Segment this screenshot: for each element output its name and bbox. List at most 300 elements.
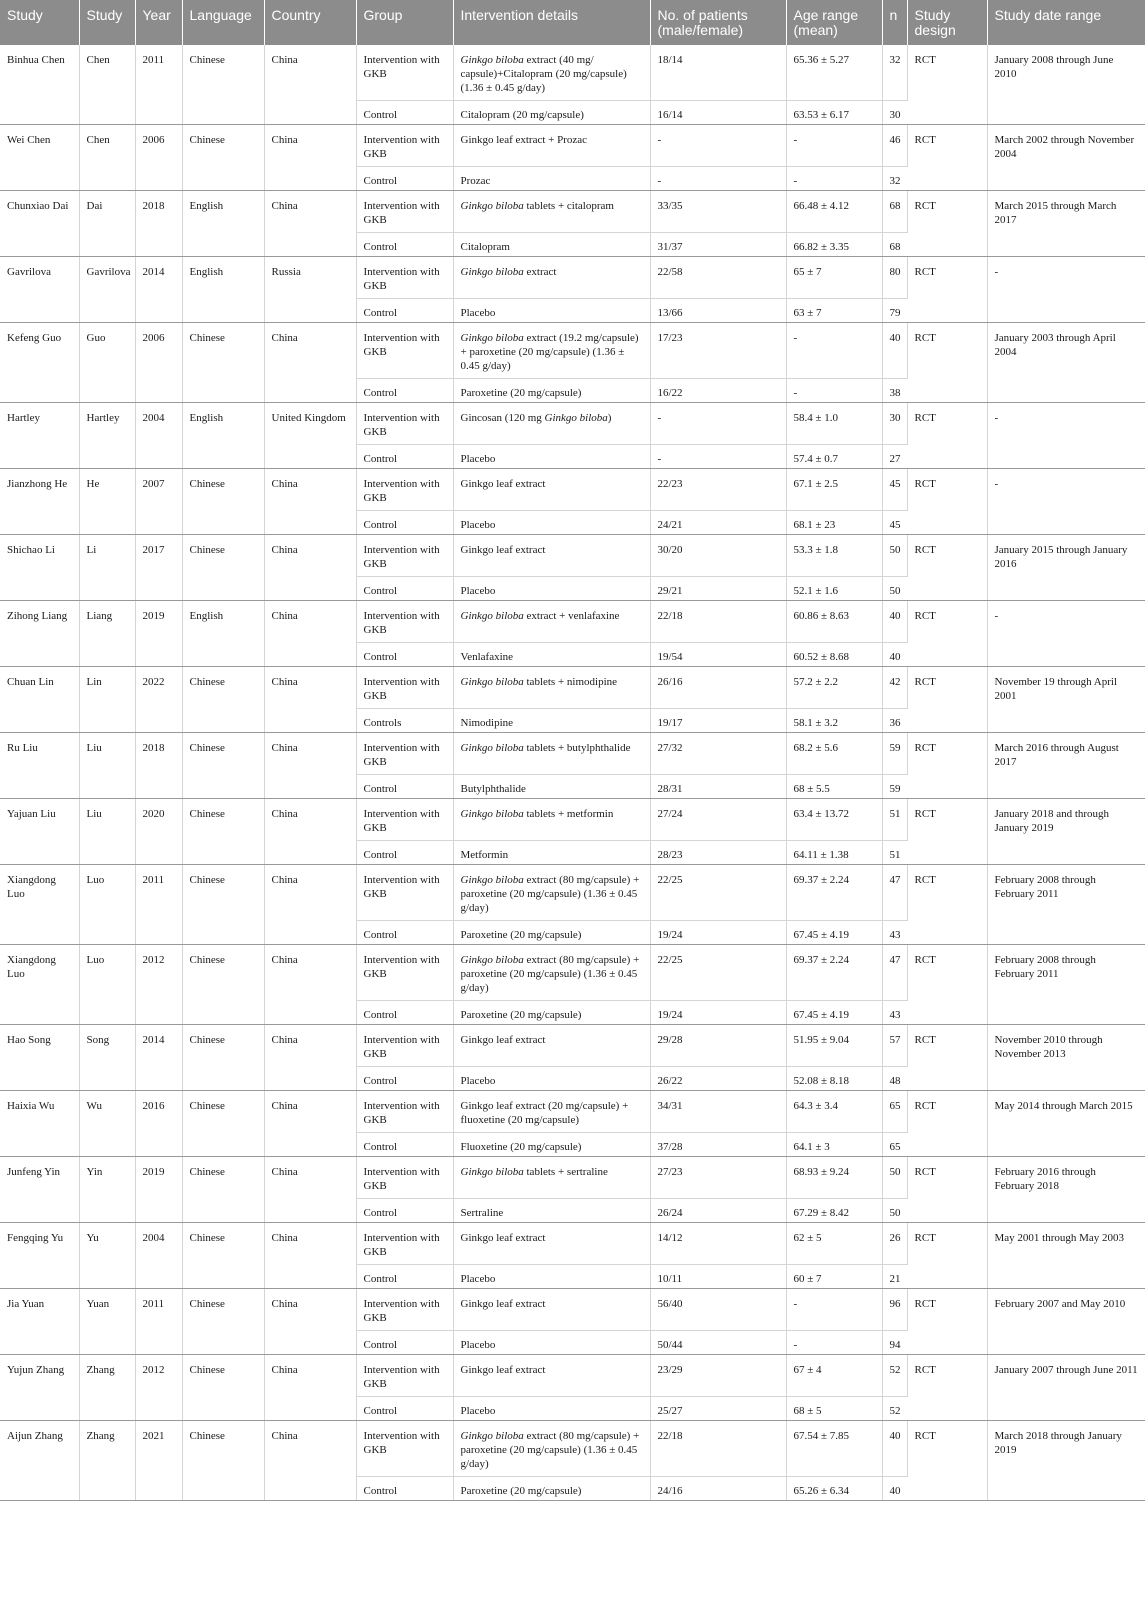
cell-n: 46 bbox=[882, 125, 907, 167]
cell-control-details bbox=[453, 299, 650, 323]
detail-text: Nimodipine bbox=[460, 717, 514, 729]
cell-date-range: March 2002 through November 2004 bbox=[987, 125, 1145, 191]
table-row bbox=[0, 945, 1145, 1001]
cell-group: Intervention with GKB bbox=[356, 945, 453, 1001]
cell-country: China bbox=[264, 1157, 356, 1223]
col-header-date-range: Study date range bbox=[987, 0, 1145, 45]
cell-age: - bbox=[786, 167, 882, 191]
cell-age: 65 ± 7 bbox=[786, 257, 882, 299]
cell-n: 45 bbox=[882, 511, 907, 535]
cell-patients: 22/25 bbox=[650, 945, 786, 1001]
cell-study-short: He bbox=[79, 469, 135, 535]
cell-group: Intervention with GKB bbox=[356, 601, 453, 643]
cell-age: 57.4 ± 0.7 bbox=[786, 445, 882, 469]
detail-text-italic: Ginkgo biloba bbox=[460, 808, 524, 820]
header-row bbox=[0, 0, 1145, 45]
cell-year: 2019 bbox=[135, 1157, 182, 1223]
cell-group: Control bbox=[356, 841, 453, 865]
cell-language: English bbox=[182, 601, 264, 667]
cell-control-details bbox=[453, 1199, 650, 1223]
cell-study-short: Chen bbox=[79, 125, 135, 191]
cell-year: 2007 bbox=[135, 469, 182, 535]
cell-group: Intervention with GKB bbox=[356, 1223, 453, 1265]
cell-patients: 50/44 bbox=[650, 1331, 786, 1355]
cell-group: Intervention with GKB bbox=[356, 257, 453, 299]
detail-text: Ginkgo leaf extract bbox=[460, 478, 546, 490]
cell-patients: 16/14 bbox=[650, 101, 786, 125]
table-row bbox=[0, 1091, 1145, 1133]
cell-patients: 19/17 bbox=[650, 709, 786, 733]
cell-design: RCT bbox=[907, 1355, 987, 1421]
cell-intervention-details bbox=[453, 469, 650, 511]
cell-study-short: Wu bbox=[79, 1091, 135, 1157]
cell-patients: 29/21 bbox=[650, 577, 786, 601]
col-header-group: Group bbox=[356, 0, 453, 45]
cell-n: 50 bbox=[882, 1157, 907, 1199]
cell-year: 2016 bbox=[135, 1091, 182, 1157]
cell-group: Control bbox=[356, 445, 453, 469]
cell-date-range: November 19 through April 2001 bbox=[987, 667, 1145, 733]
table-row bbox=[0, 601, 1145, 643]
table-row bbox=[0, 733, 1145, 775]
cell-country: China bbox=[264, 601, 356, 667]
cell-study-short: Song bbox=[79, 1025, 135, 1091]
cell-patients: 17/23 bbox=[650, 323, 786, 379]
detail-text: Placebo bbox=[460, 1339, 496, 1351]
cell-n: 30 bbox=[882, 403, 907, 445]
cell-age: 62 ± 5 bbox=[786, 1223, 882, 1265]
cell-group: Intervention with GKB bbox=[356, 1289, 453, 1331]
cell-language: Chinese bbox=[182, 323, 264, 403]
cell-patients: - bbox=[650, 167, 786, 191]
detail-text: Placebo bbox=[460, 519, 496, 531]
cell-age: 52.08 ± 8.18 bbox=[786, 1067, 882, 1091]
cell-n: 51 bbox=[882, 841, 907, 865]
col-header-study-short: Study bbox=[79, 0, 135, 45]
cell-age: 58.1 ± 3.2 bbox=[786, 709, 882, 733]
cell-group: Control bbox=[356, 101, 453, 125]
cell-control-details bbox=[453, 511, 650, 535]
cell-study-short: Yu bbox=[79, 1223, 135, 1289]
detail-text-italic: Ginkgo biloba bbox=[460, 676, 524, 688]
cell-n: 65 bbox=[882, 1091, 907, 1133]
cell-design: RCT bbox=[907, 125, 987, 191]
cell-patients: 31/37 bbox=[650, 233, 786, 257]
cell-age: - bbox=[786, 1331, 882, 1355]
detail-text-italic: Ginkgo biloba bbox=[460, 874, 524, 886]
cell-group: Control bbox=[356, 1133, 453, 1157]
detail-text-italic: Ginkgo biloba bbox=[460, 742, 524, 754]
table-header bbox=[0, 0, 1145, 45]
cell-language: Chinese bbox=[182, 799, 264, 865]
detail-text: Placebo bbox=[460, 453, 496, 465]
detail-text: Placebo bbox=[460, 1075, 496, 1087]
cell-n: 40 bbox=[882, 601, 907, 643]
cell-age: 60.52 ± 8.68 bbox=[786, 643, 882, 667]
cell-patients: 23/29 bbox=[650, 1355, 786, 1397]
cell-control-details bbox=[453, 1477, 650, 1501]
cell-group: Control bbox=[356, 1397, 453, 1421]
cell-date-range: February 2008 through February 2011 bbox=[987, 865, 1145, 945]
cell-study-full: Gavrilova bbox=[0, 257, 79, 323]
cell-patients: 19/24 bbox=[650, 1001, 786, 1025]
cell-n: 40 bbox=[882, 1421, 907, 1477]
cell-design: RCT bbox=[907, 535, 987, 601]
cell-design: RCT bbox=[907, 1421, 987, 1501]
detail-text: Butylphthalide bbox=[460, 783, 526, 795]
cell-group: Control bbox=[356, 1331, 453, 1355]
cell-group: Intervention with GKB bbox=[356, 403, 453, 445]
detail-text: Prozac bbox=[460, 175, 491, 187]
cell-patients: 25/27 bbox=[650, 1397, 786, 1421]
cell-group: Control bbox=[356, 1265, 453, 1289]
cell-n: 45 bbox=[882, 469, 907, 511]
cell-patients: 22/18 bbox=[650, 1421, 786, 1477]
cell-study-full: Xiangdong Luo bbox=[0, 865, 79, 945]
cell-intervention-details bbox=[453, 945, 650, 1001]
cell-year: 2017 bbox=[135, 535, 182, 601]
cell-study-full: Zihong Liang bbox=[0, 601, 79, 667]
cell-country: China bbox=[264, 45, 356, 125]
cell-language: Chinese bbox=[182, 1355, 264, 1421]
cell-year: 2004 bbox=[135, 1223, 182, 1289]
detail-text: Ginkgo leaf extract + Prozac bbox=[460, 134, 588, 146]
cell-n: 47 bbox=[882, 945, 907, 1001]
cell-design: RCT bbox=[907, 601, 987, 667]
cell-age: 68.93 ± 9.24 bbox=[786, 1157, 882, 1199]
detail-text: Placebo bbox=[460, 1405, 496, 1417]
cell-year: 2014 bbox=[135, 1025, 182, 1091]
cell-age: 67.1 ± 2.5 bbox=[786, 469, 882, 511]
cell-n: 43 bbox=[882, 1001, 907, 1025]
cell-age: 64.11 ± 1.38 bbox=[786, 841, 882, 865]
detail-text: Metformin bbox=[460, 849, 509, 861]
cell-group: Intervention with GKB bbox=[356, 469, 453, 511]
cell-age: - bbox=[786, 323, 882, 379]
cell-design: RCT bbox=[907, 45, 987, 125]
cell-group: Intervention with GKB bbox=[356, 865, 453, 921]
cell-n: 21 bbox=[882, 1265, 907, 1289]
cell-intervention-details bbox=[453, 601, 650, 643]
cell-date-range: November 2010 through November 2013 bbox=[987, 1025, 1145, 1091]
detail-text: Paroxetine (20 mg/capsule) bbox=[460, 387, 582, 399]
cell-date-range: March 2016 through August 2017 bbox=[987, 733, 1145, 799]
detail-text: tablets + sertraline bbox=[523, 1166, 608, 1178]
detail-text: Placebo bbox=[460, 307, 496, 319]
cell-age: 63 ± 7 bbox=[786, 299, 882, 323]
cell-study-short: Luo bbox=[79, 865, 135, 945]
table-row bbox=[0, 323, 1145, 379]
table-row bbox=[0, 257, 1145, 299]
cell-age: 64.1 ± 3 bbox=[786, 1133, 882, 1157]
cell-intervention-details bbox=[453, 1421, 650, 1477]
cell-country: China bbox=[264, 469, 356, 535]
col-header-n: n bbox=[882, 0, 907, 45]
cell-date-range: - bbox=[987, 469, 1145, 535]
cell-patients: - bbox=[650, 403, 786, 445]
cell-age: 53.3 ± 1.8 bbox=[786, 535, 882, 577]
detail-text: Fluoxetine (20 mg/capsule) bbox=[460, 1141, 582, 1153]
cell-control-details bbox=[453, 709, 650, 733]
cell-age: - bbox=[786, 125, 882, 167]
cell-intervention-details bbox=[453, 257, 650, 299]
cell-control-details bbox=[453, 1133, 650, 1157]
cell-n: 50 bbox=[882, 577, 907, 601]
cell-study-short: Liu bbox=[79, 799, 135, 865]
cell-year: 2018 bbox=[135, 733, 182, 799]
cell-group: Control bbox=[356, 233, 453, 257]
cell-group: Control bbox=[356, 299, 453, 323]
col-header-age: Age range (mean) bbox=[786, 0, 882, 45]
cell-control-details bbox=[453, 1001, 650, 1025]
cell-age: 64.3 ± 3.4 bbox=[786, 1091, 882, 1133]
table-row bbox=[0, 1355, 1145, 1397]
cell-study-full: Junfeng Yin bbox=[0, 1157, 79, 1223]
cell-language: Chinese bbox=[182, 1421, 264, 1501]
cell-country: China bbox=[264, 1421, 356, 1501]
cell-n: 59 bbox=[882, 775, 907, 799]
table-row bbox=[0, 191, 1145, 233]
cell-group: Intervention with GKB bbox=[356, 323, 453, 379]
cell-intervention-details bbox=[453, 1289, 650, 1331]
cell-group: Intervention with GKB bbox=[356, 667, 453, 709]
detail-text: Ginkgo leaf extract bbox=[460, 1364, 546, 1376]
detail-text: Gincosan (120 mg bbox=[460, 412, 545, 424]
cell-date-range: January 2018 and through January 2019 bbox=[987, 799, 1145, 865]
cell-intervention-details bbox=[453, 799, 650, 841]
detail-text: Venlafaxine bbox=[460, 651, 514, 663]
cell-patients: 29/28 bbox=[650, 1025, 786, 1067]
cell-language: English bbox=[182, 403, 264, 469]
cell-country: China bbox=[264, 323, 356, 403]
cell-n: 79 bbox=[882, 299, 907, 323]
cell-patients: - bbox=[650, 125, 786, 167]
cell-country: China bbox=[264, 1355, 356, 1421]
cell-group: Intervention with GKB bbox=[356, 125, 453, 167]
cell-age: 52.1 ± 1.6 bbox=[786, 577, 882, 601]
cell-design: RCT bbox=[907, 1091, 987, 1157]
cell-study-short: Li bbox=[79, 535, 135, 601]
cell-year: 2018 bbox=[135, 191, 182, 257]
table-row bbox=[0, 125, 1145, 167]
detail-text: tablets + citalopram bbox=[523, 200, 614, 212]
cell-date-range: February 2008 through February 2011 bbox=[987, 945, 1145, 1025]
cell-age: - bbox=[786, 1289, 882, 1331]
cell-control-details bbox=[453, 1265, 650, 1289]
cell-design: RCT bbox=[907, 257, 987, 323]
cell-group: Control bbox=[356, 775, 453, 799]
cell-n: 51 bbox=[882, 799, 907, 841]
cell-study-short: Yuan bbox=[79, 1289, 135, 1355]
cell-date-range: - bbox=[987, 403, 1145, 469]
cell-intervention-details bbox=[453, 535, 650, 577]
detail-text: tablets + nimodipine bbox=[523, 676, 618, 688]
cell-study-full: Hartley bbox=[0, 403, 79, 469]
cell-age: - bbox=[786, 379, 882, 403]
cell-date-range: February 2016 through February 2018 bbox=[987, 1157, 1145, 1223]
table-row bbox=[0, 1157, 1145, 1199]
col-header-study-full: Study bbox=[0, 0, 79, 45]
cell-control-details bbox=[453, 1397, 650, 1421]
detail-text-italic: Ginkgo biloba bbox=[460, 1430, 524, 1442]
cell-patients: 22/25 bbox=[650, 865, 786, 921]
col-header-language: Language bbox=[182, 0, 264, 45]
cell-year: 2012 bbox=[135, 945, 182, 1025]
table-row bbox=[0, 1223, 1145, 1265]
cell-study-full: Yujun Zhang bbox=[0, 1355, 79, 1421]
cell-date-range: - bbox=[987, 601, 1145, 667]
cell-study-full: Xiangdong Luo bbox=[0, 945, 79, 1025]
detail-text: tablets + metformin bbox=[523, 808, 614, 820]
cell-n: 50 bbox=[882, 1199, 907, 1223]
cell-patients: 19/54 bbox=[650, 643, 786, 667]
cell-control-details bbox=[453, 101, 650, 125]
cell-group: Control bbox=[356, 379, 453, 403]
cell-group: Control bbox=[356, 1067, 453, 1091]
cell-group: Intervention with GKB bbox=[356, 1355, 453, 1397]
detail-text-italic: Ginkgo biloba bbox=[460, 1166, 524, 1178]
cell-n: 40 bbox=[882, 1477, 907, 1501]
table-row bbox=[0, 1289, 1145, 1331]
cell-n: 59 bbox=[882, 733, 907, 775]
cell-age: 68 ± 5.5 bbox=[786, 775, 882, 799]
cell-study-full: Jia Yuan bbox=[0, 1289, 79, 1355]
cell-patients: - bbox=[650, 445, 786, 469]
cell-group: Intervention with GKB bbox=[356, 1025, 453, 1067]
cell-age: 68.2 ± 5.6 bbox=[786, 733, 882, 775]
table-row bbox=[0, 1421, 1145, 1477]
cell-language: Chinese bbox=[182, 667, 264, 733]
cell-design: RCT bbox=[907, 799, 987, 865]
table-row bbox=[0, 799, 1145, 841]
detail-text: Ginkgo leaf extract bbox=[460, 544, 546, 556]
detail-text: Paroxetine (20 mg/capsule) bbox=[460, 1009, 582, 1021]
cell-language: Chinese bbox=[182, 469, 264, 535]
cell-n: 42 bbox=[882, 667, 907, 709]
cell-group: Intervention with GKB bbox=[356, 799, 453, 841]
cell-intervention-details bbox=[453, 125, 650, 167]
cell-age: 51.95 ± 9.04 bbox=[786, 1025, 882, 1067]
cell-age: 67.45 ± 4.19 bbox=[786, 1001, 882, 1025]
cell-language: Chinese bbox=[182, 865, 264, 945]
cell-patients: 33/35 bbox=[650, 191, 786, 233]
detail-text: Ginkgo leaf extract bbox=[460, 1298, 546, 1310]
col-header-design: Study design bbox=[907, 0, 987, 45]
cell-n: 26 bbox=[882, 1223, 907, 1265]
table-row bbox=[0, 865, 1145, 921]
cell-country: China bbox=[264, 865, 356, 945]
cell-study-short: Hartley bbox=[79, 403, 135, 469]
cell-control-details bbox=[453, 841, 650, 865]
cell-study-short: Gavrilova bbox=[79, 257, 135, 323]
cell-n: 38 bbox=[882, 379, 907, 403]
col-header-patients: No. of patients (male/female) bbox=[650, 0, 786, 45]
table-row bbox=[0, 45, 1145, 101]
cell-date-range: March 2015 through March 2017 bbox=[987, 191, 1145, 257]
cell-country: China bbox=[264, 945, 356, 1025]
cell-language: Chinese bbox=[182, 1025, 264, 1091]
detail-text-italic: Ginkgo biloba bbox=[460, 332, 524, 344]
cell-study-full: Aijun Zhang bbox=[0, 1421, 79, 1501]
cell-language: Chinese bbox=[182, 1091, 264, 1157]
cell-n: 48 bbox=[882, 1067, 907, 1091]
cell-country: China bbox=[264, 799, 356, 865]
cell-group: Intervention with GKB bbox=[356, 1091, 453, 1133]
cell-control-details bbox=[453, 921, 650, 945]
cell-group: Intervention with GKB bbox=[356, 1157, 453, 1199]
table-row bbox=[0, 1025, 1145, 1067]
cell-year: 2020 bbox=[135, 799, 182, 865]
cell-language: Chinese bbox=[182, 1157, 264, 1223]
cell-control-details bbox=[453, 775, 650, 799]
cell-year: 2011 bbox=[135, 1289, 182, 1355]
cell-design: RCT bbox=[907, 945, 987, 1025]
table-body bbox=[0, 45, 1145, 1501]
cell-year: 2012 bbox=[135, 1355, 182, 1421]
cell-patients: 28/23 bbox=[650, 841, 786, 865]
cell-intervention-details bbox=[453, 865, 650, 921]
detail-text: Paroxetine (20 mg/capsule) bbox=[460, 1485, 582, 1497]
cell-age: 58.4 ± 1.0 bbox=[786, 403, 882, 445]
cell-group: Control bbox=[356, 577, 453, 601]
cell-n: 40 bbox=[882, 323, 907, 379]
cell-study-full: Wei Chen bbox=[0, 125, 79, 191]
cell-date-range: January 2007 through June 2011 bbox=[987, 1355, 1145, 1421]
cell-group: Control bbox=[356, 511, 453, 535]
detail-text: extract + venlafaxine bbox=[523, 610, 620, 622]
cell-patients: 18/14 bbox=[650, 45, 786, 101]
cell-intervention-details bbox=[453, 403, 650, 445]
cell-design: RCT bbox=[907, 191, 987, 257]
cell-group: Control bbox=[356, 1477, 453, 1501]
cell-patients: 30/20 bbox=[650, 535, 786, 577]
cell-date-range: January 2015 through January 2016 bbox=[987, 535, 1145, 601]
cell-country: China bbox=[264, 1289, 356, 1355]
cell-patients: 37/28 bbox=[650, 1133, 786, 1157]
cell-group: Control bbox=[356, 1199, 453, 1223]
cell-n: 68 bbox=[882, 233, 907, 257]
cell-design: RCT bbox=[907, 1289, 987, 1355]
cell-patients: 10/11 bbox=[650, 1265, 786, 1289]
cell-language: Chinese bbox=[182, 1223, 264, 1289]
cell-design: RCT bbox=[907, 1157, 987, 1223]
cell-language: Chinese bbox=[182, 125, 264, 191]
cell-group: Intervention with GKB bbox=[356, 191, 453, 233]
cell-patients: 26/22 bbox=[650, 1067, 786, 1091]
cell-design: RCT bbox=[907, 733, 987, 799]
cell-year: 2006 bbox=[135, 125, 182, 191]
cell-patients: 24/21 bbox=[650, 511, 786, 535]
cell-design: RCT bbox=[907, 323, 987, 403]
cell-patients: 56/40 bbox=[650, 1289, 786, 1331]
detail-text: extract (80 mg/capsule) + paroxetine (20 mg/capsule) (1.36 ± 0.45 g/day) bbox=[460, 954, 640, 994]
cell-country: China bbox=[264, 1091, 356, 1157]
cell-patients: 19/24 bbox=[650, 921, 786, 945]
cell-patients: 27/32 bbox=[650, 733, 786, 775]
cell-n: 36 bbox=[882, 709, 907, 733]
cell-study-full: Yajuan Liu bbox=[0, 799, 79, 865]
cell-study-short: Luo bbox=[79, 945, 135, 1025]
cell-patients: 24/16 bbox=[650, 1477, 786, 1501]
cell-study-full: Haixia Wu bbox=[0, 1091, 79, 1157]
cell-country: Russia bbox=[264, 257, 356, 323]
cell-age: 69.37 ± 2.24 bbox=[786, 865, 882, 921]
table-row bbox=[0, 403, 1145, 445]
cell-group: Control bbox=[356, 1001, 453, 1025]
cell-design: RCT bbox=[907, 403, 987, 469]
cell-country: China bbox=[264, 535, 356, 601]
cell-intervention-details bbox=[453, 1091, 650, 1133]
